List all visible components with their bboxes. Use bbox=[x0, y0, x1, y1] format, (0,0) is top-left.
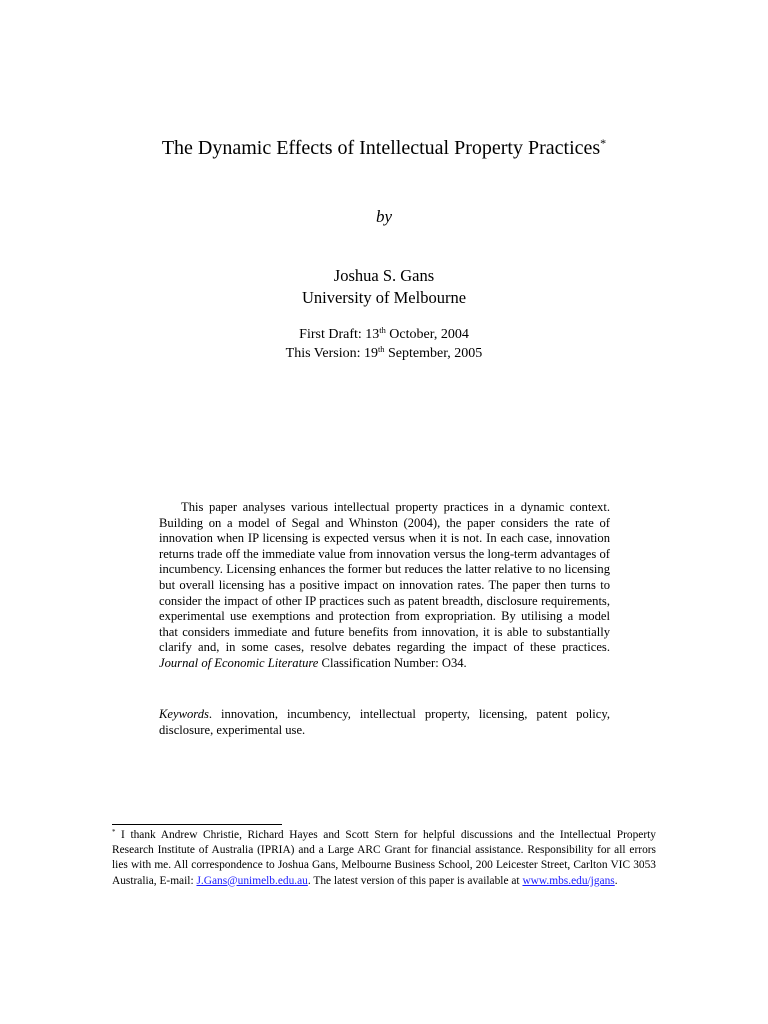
first-draft-suffix: October, 2004 bbox=[385, 327, 469, 342]
title-footnote-marker: * bbox=[600, 136, 607, 151]
first-draft-prefix: First Draft: 13 bbox=[299, 327, 380, 342]
email-link[interactable]: J.Gans@unimelb.edu.au bbox=[196, 874, 308, 887]
author-name: Joshua S. Gans bbox=[333, 266, 435, 285]
keywords-label-punct: . bbox=[208, 707, 213, 721]
author-block bbox=[0, 265, 768, 309]
this-version-date bbox=[0, 344, 768, 363]
by-line: by bbox=[375, 207, 393, 226]
footnote-text-end: . bbox=[614, 874, 618, 887]
footnote-marker: * bbox=[112, 829, 116, 837]
abstract-text: This paper analyses various intellectual property practices in a dynamic context. Building on a model of Segal and Whinston (2004), the paper considers the rate of innovation when IP licensing is expected versus when it is not. In each case, innovation returns trade off the immediate value from innovation versus the long-term advantages of incumbency. Licensing enhances the former but reduces the latter relative to no licensing but overall licensing has a positive impact on innovation rates. The paper then turns to consider the impact of other IP practices such as patent breadth, disclosure requirements, experimental use exemptions and protection from expropriation. By utilising a model that considers immediate and future benefits from innovation, it is able to substantially clarify and, in some cases, resolve debates regarding the impact of these practices. bbox=[159, 500, 610, 655]
footnote-divider bbox=[112, 824, 282, 825]
first-draft-sup: th bbox=[379, 326, 386, 336]
footnote-text: I thank Andrew Christie, Richard Hayes and Scott Stern for helpful discussions and the Intellectual Property Research Institute of Australia (IPRIA) and a Large ARC Grant for financial assistance. Responsibility for all errors lies with me. All correspondence to Joshua Gans, Melbourne Business School, 200 Leicester Street, Carlton VIC 3053 Australia, E-mail: bbox=[112, 829, 656, 887]
keywords bbox=[159, 707, 610, 738]
version-prefix: This Version: 19 bbox=[285, 346, 378, 361]
abstract bbox=[159, 500, 610, 672]
jel-label: Journal of Economic Literature bbox=[159, 655, 319, 670]
keywords-label: Keywords bbox=[159, 707, 209, 721]
website-link[interactable]: www.mbs.edu/jgans bbox=[522, 874, 615, 887]
keywords-text: innovation, incumbency, intellectual property, licensing, patent policy, disclosure, experimental use. bbox=[159, 707, 610, 737]
paper-title-text: The Dynamic Effects of Intellectual Property Practices bbox=[161, 137, 601, 159]
first-draft-date bbox=[0, 325, 768, 344]
footnote-text-middle: . The latest version of this paper is available at bbox=[307, 874, 523, 887]
footnote bbox=[112, 828, 656, 889]
version-suffix: September, 2005 bbox=[384, 346, 483, 361]
dates-block bbox=[0, 325, 768, 363]
paper-title bbox=[0, 134, 768, 162]
jel-classification: Classification Number: O34. bbox=[318, 655, 467, 670]
version-sup: th bbox=[377, 345, 385, 355]
author-affiliation: University of Melbourne bbox=[301, 288, 467, 307]
